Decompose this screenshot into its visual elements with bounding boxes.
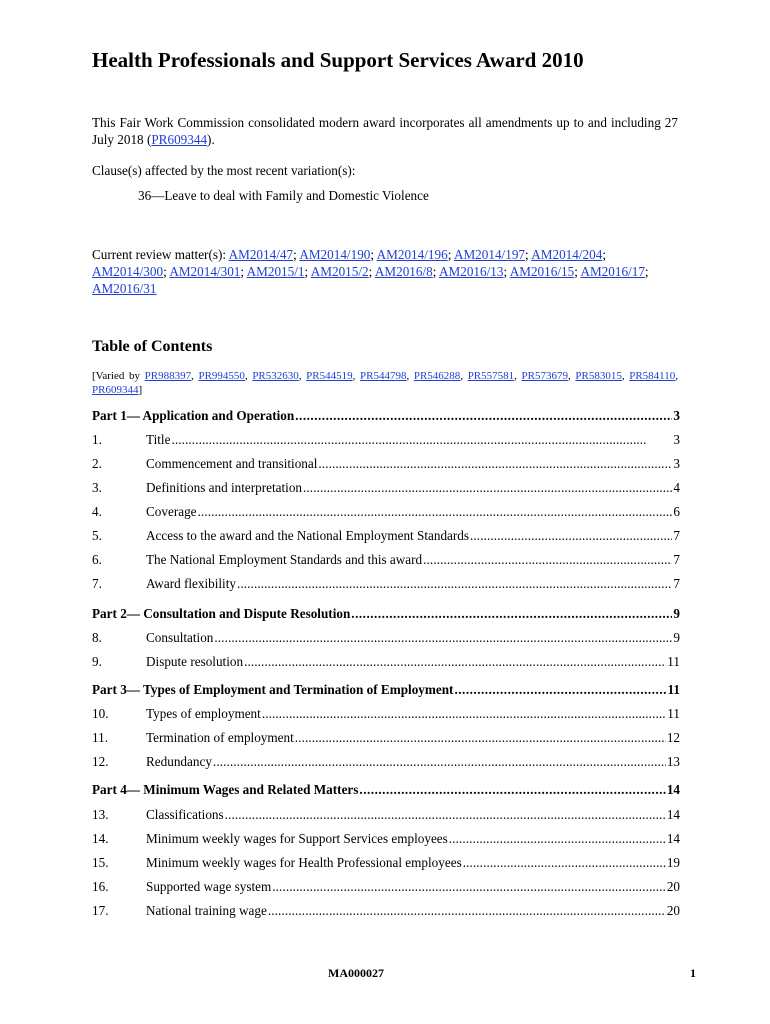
- varied-by-link[interactable]: PR544519: [306, 370, 353, 382]
- toc-entry-label: Consultation: [146, 630, 214, 645]
- toc-entry-number: 8.: [92, 630, 102, 645]
- toc-dot-leader: [449, 831, 666, 847]
- toc-dot-leader: [272, 879, 666, 895]
- toc-entry-number: 17.: [92, 903, 109, 918]
- toc-entry-number: 9.: [92, 654, 102, 669]
- toc-entry-label: Part 3— Types of Employment and Termination of Employment: [92, 682, 454, 697]
- toc-entry-label: Dispute resolution: [146, 654, 244, 669]
- current-review-paragraph: [92, 246, 678, 297]
- toc-dot-leader: [214, 630, 672, 646]
- toc-clause-entry[interactable]: [92, 807, 680, 825]
- toc-clause-entry[interactable]: [92, 730, 680, 748]
- review-matter-link[interactable]: AM2016/13: [439, 264, 504, 279]
- toc-entry-number: 5.: [92, 528, 102, 543]
- toc-entry-page: 3: [673, 456, 680, 471]
- footer-document-code: MA000027: [328, 966, 384, 980]
- review-matter-link[interactable]: AM2014/47: [228, 247, 294, 262]
- toc-dot-leader: [454, 682, 666, 698]
- varied-by-link[interactable]: PR573679: [521, 370, 568, 382]
- toc-entry-page: 3: [673, 432, 680, 447]
- toc-entry-label: Title: [146, 432, 171, 447]
- toc-dot-leader: [470, 528, 672, 544]
- toc-clause-entry[interactable]: [92, 432, 680, 450]
- intro-text-after: ).: [207, 132, 215, 147]
- review-matter-link[interactable]: AM2016/31: [92, 281, 157, 296]
- toc-entry-label: Redundancy: [146, 754, 212, 769]
- toc-entry-page: 13: [666, 754, 680, 769]
- varied-label: [Varied by: [92, 370, 145, 382]
- review-matter-link[interactable]: AM2016/17: [580, 264, 645, 279]
- toc-entry-label: National training wage: [146, 903, 267, 918]
- varied-by-link[interactable]: PR557581: [467, 370, 515, 382]
- varied-by-link[interactable]: PR988397: [144, 370, 192, 382]
- toc-entry-label: Coverage: [146, 504, 197, 519]
- toc-dot-leader: [225, 807, 666, 823]
- toc-entry-page: 14: [666, 831, 680, 846]
- toc-entry-page: 6: [673, 504, 680, 519]
- toc-dot-leader: [351, 606, 672, 622]
- toc-dot-leader: [262, 706, 666, 722]
- toc-entry-label: Types of employment: [146, 706, 261, 721]
- toc-clause-entry[interactable]: [92, 552, 680, 570]
- current-review-label: Current review matter(s):: [92, 247, 229, 262]
- toc-dot-leader: [268, 903, 666, 919]
- toc-entry-page: 4: [673, 480, 680, 495]
- toc-entry-label: Minimum weekly wages for Health Professional employees: [146, 855, 462, 870]
- toc-entry-number: 6.: [92, 552, 102, 567]
- review-matter-link[interactable]: AM2014/300: [92, 264, 164, 279]
- toc-clause-entry[interactable]: [92, 576, 680, 594]
- toc-clause-entry[interactable]: [92, 903, 680, 921]
- varied-by-link[interactable]: PR544798: [360, 370, 407, 382]
- toc-entry-number: 3.: [92, 480, 102, 495]
- toc-entry-page: 11: [667, 682, 680, 697]
- toc-entry-page: 19: [666, 855, 680, 870]
- toc-clause-entry[interactable]: [92, 831, 680, 849]
- toc-dot-leader: [244, 654, 666, 670]
- toc-entry-label: Classifications: [146, 807, 224, 822]
- varied-by-link[interactable]: PR546288: [413, 370, 461, 382]
- intro-paragraph: [92, 114, 678, 148]
- clauses-affected-label: Clause(s) affected by the most recent variation(s):: [92, 163, 356, 178]
- review-matter-link[interactable]: AM2016/15: [509, 264, 575, 279]
- toc-clause-entry[interactable]: [92, 528, 680, 546]
- toc-entry-number: 13.: [92, 807, 109, 822]
- toc-entry-page: 9: [673, 606, 680, 621]
- toc-entry-number: 11.: [92, 730, 108, 745]
- toc-part-entry[interactable]: [92, 682, 680, 700]
- toc-entry-page: 3: [673, 408, 680, 423]
- toc-varied-by: [92, 369, 678, 397]
- toc-entry-label: Definitions and interpretation: [146, 480, 303, 495]
- toc-entry-label: Supported wage system: [146, 879, 272, 894]
- toc-entry-number: 15.: [92, 855, 109, 870]
- toc-entry-number: 7.: [92, 576, 102, 591]
- review-matter-link[interactable]: AM2014/301: [169, 264, 241, 279]
- toc-entry-label: Part 1— Application and Operation: [92, 408, 295, 423]
- toc-title: Table of Contents: [92, 338, 213, 355]
- review-matter-link[interactable]: AM2014/196: [376, 247, 448, 262]
- varied-by-link[interactable]: PR994550: [198, 370, 245, 382]
- page-title: Health Professionals and Support Services Award 2010: [92, 48, 584, 72]
- toc-entry-number: 4.: [92, 504, 102, 519]
- toc-dot-leader: [171, 432, 672, 448]
- toc-entry-page: 7: [673, 576, 680, 591]
- varied-by-link[interactable]: PR583015: [575, 370, 622, 382]
- review-matter-link[interactable]: AM2015/1: [246, 264, 305, 279]
- toc-entry-page: 20: [666, 903, 680, 918]
- footer-page-number: 1: [690, 966, 696, 980]
- toc-entry-number: 12.: [92, 754, 109, 769]
- toc-dot-leader: [359, 782, 665, 798]
- toc-clause-entry[interactable]: [92, 654, 680, 672]
- toc-entry-page: 14: [666, 807, 680, 822]
- toc-clause-entry[interactable]: [92, 754, 680, 772]
- toc-entry-page: 20: [666, 879, 680, 894]
- review-matter-link[interactable]: AM2014/204: [531, 247, 603, 262]
- toc-entry-page: 11: [667, 654, 680, 669]
- toc-part-entry[interactable]: [92, 408, 680, 426]
- toc-entry-label: Part 4— Minimum Wages and Related Matters: [92, 782, 359, 797]
- review-matter-link[interactable]: AM2014/197: [453, 247, 526, 262]
- toc-entry-number: 14.: [92, 831, 109, 846]
- toc-dot-leader: [237, 576, 672, 592]
- toc-dot-leader: [213, 754, 666, 770]
- review-matter-link[interactable]: AM2015/2: [310, 264, 369, 279]
- toc-entry-label: Access to the award and the National Employment Standards: [146, 528, 470, 543]
- toc-clause-entry[interactable]: [92, 706, 680, 724]
- varied-end: ]: [138, 384, 143, 396]
- toc-entry-number: 10.: [92, 706, 109, 721]
- toc-entry-label: Termination of employment: [146, 730, 294, 745]
- review-matter-link[interactable]: AM2014/190: [299, 247, 371, 262]
- toc-clause-entry[interactable]: [92, 456, 680, 474]
- toc-entry-page: 11: [667, 706, 680, 721]
- toc-clause-entry[interactable]: [92, 480, 680, 498]
- toc-entry-number: 1.: [92, 432, 102, 447]
- review-matter-link[interactable]: AM2016/8: [374, 264, 433, 279]
- toc-clause-entry[interactable]: [92, 855, 680, 873]
- toc-entry-page: 14: [666, 782, 680, 797]
- toc-entry-page: 7: [673, 552, 680, 567]
- toc-dot-leader: [463, 855, 666, 871]
- intro-text-before: This Fair Work Commission consolidated modern award incorporates all amendments up to and including 27 July 2018 (: [92, 115, 678, 147]
- toc-dot-leader: [295, 730, 666, 746]
- toc-entry-label: Award flexibility: [146, 576, 236, 591]
- toc-dot-leader: [303, 480, 672, 496]
- toc-entry-label: Part 2— Consultation and Dispute Resolution: [92, 606, 351, 621]
- toc-entry-page: 12: [666, 730, 680, 745]
- varied-by-link[interactable]: PR609344: [92, 384, 139, 396]
- toc-clause-entry[interactable]: [92, 879, 680, 897]
- current-review-links: AM2014/47; AM2014/190; AM2014/196; AM2014/197; AM2014/204; AM2014/300; AM2014/301; AM2015/1; AM2015/2; AM2016/8; AM2016/13; AM2016/15; AM2016/17; AM2016/31: [92, 247, 649, 296]
- varied-by-link[interactable]: PR532630: [252, 370, 299, 382]
- toc-dot-leader: [198, 504, 673, 520]
- intro-link[interactable]: PR609344: [151, 132, 208, 147]
- toc-part-entry[interactable]: [92, 782, 680, 800]
- toc-clause-entry[interactable]: [92, 504, 680, 522]
- toc-entry-page: 7: [673, 528, 680, 543]
- toc-dot-leader: [318, 456, 672, 472]
- toc-entry-label: Minimum weekly wages for Support Services employees: [146, 831, 448, 846]
- toc-dot-leader: [295, 408, 672, 424]
- varied-links: PR988397, PR994550, PR532630, PR544519, PR544798, PR546288, PR557581, PR573679, PR583015, PR584110, PR609344: [92, 370, 679, 396]
- toc-entry-number: 2.: [92, 456, 102, 471]
- toc-entry-number: 16.: [92, 879, 109, 894]
- toc-dot-leader: [423, 552, 672, 568]
- clause-affected-item: 36—Leave to deal with Family and Domestic Violence: [138, 188, 429, 203]
- toc-entry-label: Commencement and transitional: [146, 456, 318, 471]
- varied-by-link[interactable]: PR584110: [629, 370, 676, 382]
- toc-part-entry[interactable]: [92, 606, 680, 624]
- toc-clause-entry[interactable]: [92, 630, 680, 648]
- toc-entry-page: 9: [673, 630, 680, 645]
- toc-entry-label: The National Employment Standards and this award: [146, 552, 423, 567]
